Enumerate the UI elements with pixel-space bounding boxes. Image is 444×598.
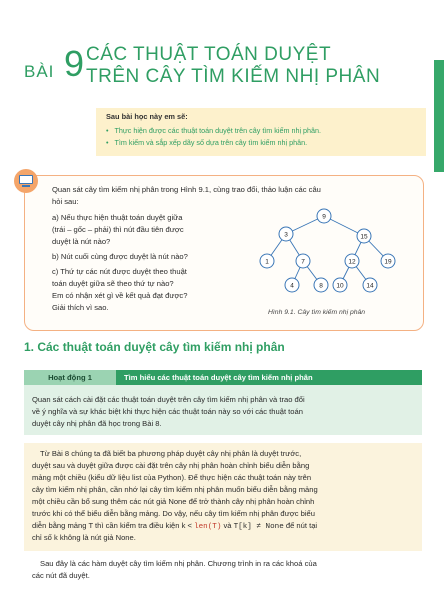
- lesson-title: [86, 44, 416, 88]
- objectives-box: [96, 108, 426, 156]
- computer-icon: [14, 169, 38, 193]
- question-c: Em có nhận xét gì về kết quả đạt được?: [52, 291, 188, 300]
- question-c: c) Thứ tự các nút được duyệt theo thuật: [52, 267, 187, 276]
- activity-title: Tìm hiểu các thuật toán duyệt cây tìm kiếm nhị phân: [124, 373, 313, 382]
- question-c: Giải thích vì sao.: [52, 303, 109, 312]
- objective-item: • Thực hiện được các thuật toán duyệt trên cây tìm kiếm nhị phân.: [106, 125, 321, 137]
- activity-bar: [24, 370, 422, 385]
- tree-node-label: 14: [366, 282, 374, 290]
- objective-item: • Tìm kiếm và sắp xếp dãy số dựa trên cây tìm kiếm nhị phân.: [106, 137, 321, 149]
- tree-node-label: 4: [290, 282, 294, 290]
- activity-text: Quan sát cách cài đặt các thuật toán duyệt trên cây tìm kiếm nhị phân và trao đổi: [32, 395, 305, 404]
- chapter-side-tab: [434, 60, 444, 172]
- intro-text: hỏi sau:: [52, 197, 79, 206]
- lesson-word: BÀI: [24, 62, 55, 81]
- objectives-heading: Sau bài học này em sẽ:: [106, 112, 188, 121]
- lesson-title-line1: CÁC THUẬT TOÁN DUYỆT: [86, 44, 332, 65]
- code-inline: len(T): [194, 523, 222, 531]
- intro-text: Quan sát cây tìm kiếm nhị phân trong Hình 9.1, cùng trao đổi, thảo luận các câu: [52, 185, 321, 194]
- tree-node-label: 15: [360, 233, 368, 241]
- body-text: một chiều cần bổ sung thêm các nút giả None để trở thành cây nhị phân hoàn chỉnh: [32, 497, 315, 506]
- question-c: toán duyệt giữa sẽ theo thứ tự nào?: [52, 279, 174, 288]
- body-text: Từ Bài 8 chúng ta đã biết ba phương pháp duyệt cây nhị phân là duyệt trước,: [40, 449, 302, 458]
- question-b: b) Nút cuối cùng được duyệt là nút nào?: [52, 252, 188, 261]
- body-text: và: [221, 521, 234, 530]
- binary-search-tree-figure: [252, 205, 412, 305]
- section-title: 1. Các thuật toán duyệt cây tìm kiếm nhị phân: [24, 340, 285, 354]
- question-a: (trái – gốc – phải) thì nút đầu tiên được: [52, 225, 184, 234]
- activity-text: duyệt cây nhị phân đã học trong Bài 8.: [32, 419, 162, 428]
- lesson-number: 9: [64, 43, 85, 84]
- body-text: mảng một chiều (kiểu dữ liệu list của Python). Để thực hiện các thuật toán này trên: [32, 473, 312, 482]
- body-text: diễn bằng mảng T thì cần kiểm tra điều kiện k <: [32, 521, 195, 530]
- figure-caption: Hình 9.1. Cây tìm kiếm nhị phân: [268, 309, 366, 316]
- tree-node-label: 9: [322, 213, 326, 221]
- body-text: chỉ số k không là nút giả None.: [32, 533, 136, 542]
- lesson-title-line2: TRÊN CÂY TÌM KIẾM NHỊ PHÂN: [86, 66, 381, 87]
- tree-node-label: 8: [319, 282, 323, 290]
- body-text: các nút đã duyệt.: [32, 571, 90, 580]
- code-inline: T[k] ≠ None: [233, 523, 284, 531]
- question-a: duyệt là nút nào?: [52, 237, 111, 246]
- activity-text: về ý nghĩa và sự khác biệt khi thực hiện các thuật toán này so với các thuật toán: [32, 407, 303, 416]
- body-text: Sau đây là các hàm duyệt cây tìm kiếm nhị phân. Chương trình in ra các khoá của: [40, 559, 317, 568]
- tree-node-label: 1: [265, 258, 269, 266]
- tree-node-label: 19: [384, 258, 392, 266]
- activity-label: Hoạt động 1: [24, 370, 116, 385]
- body-text: duyệt sau và duyệt giữa được cài đặt trên cây nhị phân hoàn chỉnh biểu diễn bằng: [32, 461, 310, 470]
- tree-node-label: 12: [348, 258, 356, 266]
- body-text: cây tìm kiếm nhị phân, cần nhớ lại cây tìm kiếm nhị phân muốn biểu diễn bằng mảng: [32, 485, 318, 494]
- tree-node-label: 10: [336, 282, 344, 290]
- tree-node-label: 7: [301, 258, 305, 266]
- body-text: trước khi có thể biểu diễn bằng mảng. Do vậy, nếu cây tìm kiếm nhị phân được biểu: [32, 509, 315, 518]
- tree-node-label: 3: [284, 231, 288, 239]
- body-text: để nút tại: [283, 521, 318, 530]
- question-a: a) Nếu thực hiện thuật toán duyệt giữa: [52, 213, 183, 222]
- objectives-list: [106, 125, 321, 149]
